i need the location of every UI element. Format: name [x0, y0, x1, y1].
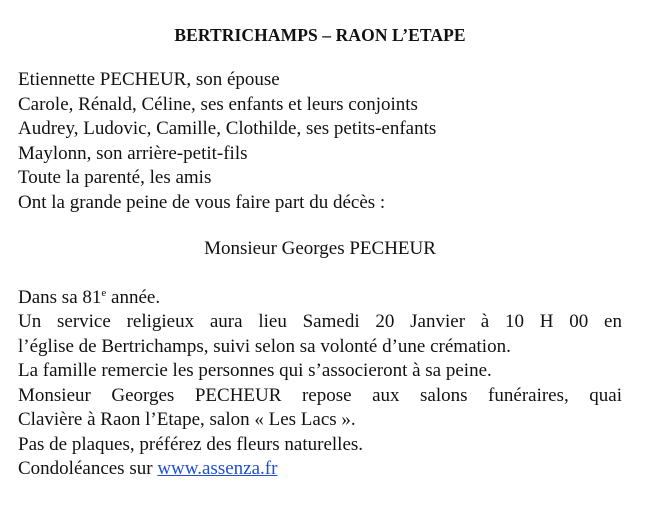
obituary-notice — [18, 24, 622, 482]
rest-line-1: Monsieur Georges PECHEUR repose aux salons funéraires, quai — [18, 384, 622, 406]
service-line-1: Un service religieux aura lieu Samedi 20 Janvier à 10 H 00 en — [18, 311, 622, 332]
condolences-prefix: Condoléances sur — [18, 458, 158, 479]
age-line — [18, 286, 622, 311]
rest-line-2: Clavière à Raon l’Etape, salon « Les Lacs ». — [18, 409, 356, 430]
age-suffix: année. — [106, 286, 161, 308]
service-line-2: l’église de Bertrichamps, suivi selon sa volonté d’une crémation. — [18, 335, 511, 357]
family-line-great-grandchild: Maylonn, son arrière-petit-fils — [18, 142, 248, 164]
family-line-grandchildren: Audrey, Ludovic, Camille, Clothilde, ses petits-enfants — [18, 118, 437, 139]
announcement-line: Ont la grande peine de vous faire part du décès : — [18, 191, 386, 213]
family-line-relatives: Toute la parenté, les amis — [18, 167, 212, 188]
condolences-link[interactable]: www.assenza.fr — [157, 458, 278, 479]
condolences-line — [18, 457, 622, 482]
age-ordinal-superscript: e — [101, 286, 107, 299]
family-line-spouse: Etiennette PECHEUR, son épouse — [18, 69, 280, 90]
age-prefix: Dans sa 81 — [18, 286, 102, 308]
family-line-children: Carole, Rénald, Céline, ses enfants et leurs conjoints — [18, 93, 418, 115]
notice-title: BERTRICHAMPS – RAON L’ETAPE — [174, 25, 466, 45]
deceased-name: Monsieur Georges PECHEUR — [204, 238, 436, 259]
flowers-line: Pas de plaques, préférez des fleurs naturelles. — [18, 433, 364, 455]
thanks-line: La famille remercie les personnes qui s’associeront à sa peine. — [18, 360, 492, 381]
